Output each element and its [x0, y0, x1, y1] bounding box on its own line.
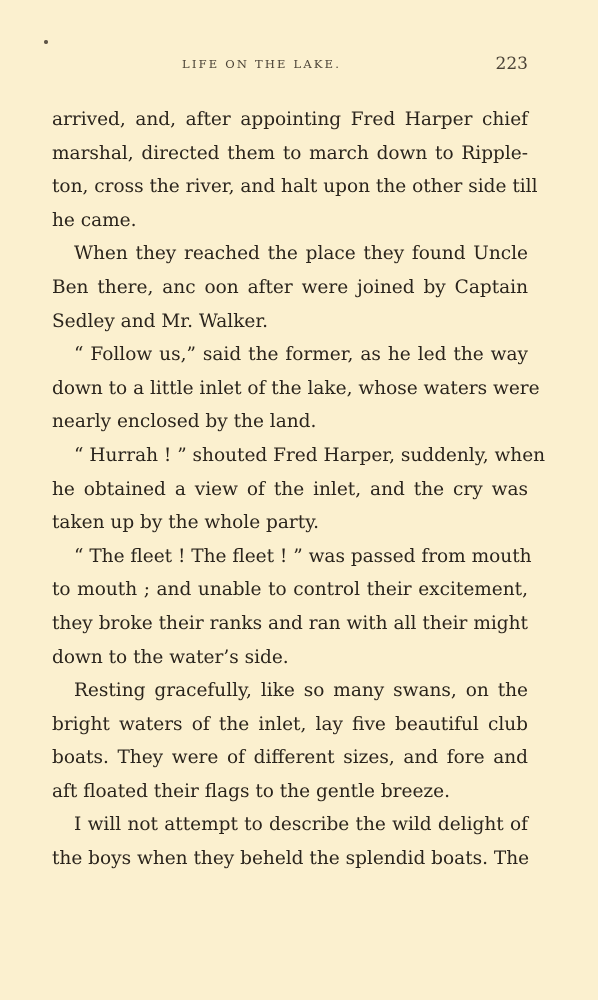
text-line: When they reached the place they found Uncle [74, 243, 528, 265]
paragraph [52, 540, 532, 674]
text-line: “ Follow us,” said the former, as he led the way [74, 344, 528, 366]
text-line: Sedley and Mr. Walker. [52, 310, 269, 332]
paragraph [52, 439, 546, 540]
paragraph [52, 237, 528, 338]
text-line: boats. They were of different sizes, and fore and [52, 747, 528, 769]
text-line: taken up by the whole party. [52, 512, 320, 534]
text-line: Resting gracefully, like so many swans, on the [74, 680, 528, 702]
text-line: aft floated their flags to the gentle breeze. [52, 780, 451, 802]
text-line: I will not attempt to describe the wild delight of [74, 814, 528, 836]
paragraph [52, 674, 528, 808]
running-head: LIFE ON THE LAKE. [182, 57, 342, 71]
text-line: “ The fleet ! The fleet ! ” was passed from mouth [74, 545, 532, 567]
text-line: marshal, directed them to march down to Ripple- [52, 142, 528, 164]
paragraph [52, 103, 538, 237]
text-line: down to the water’s side. [52, 646, 289, 668]
text-line: arrived, and, after appointing Fred Harper chief [52, 109, 528, 130]
text-line: they broke their ranks and ran with all their might [52, 612, 528, 634]
text-line: he obtained a view of the inlet, and the cry was [52, 478, 528, 500]
text-line: bright waters of the inlet, lay five beautiful club [52, 713, 528, 735]
text-line: he came. [52, 209, 137, 231]
body-text [52, 103, 546, 876]
page-header [52, 54, 528, 78]
margin-speck [44, 40, 48, 44]
text-line: nearly enclosed by the land. [52, 411, 317, 433]
text-line: “ Hurrah ! ” shouted Fred Harper, suddenly, when [74, 444, 546, 466]
text-line: the boys when they beheld the splendid boats. The [52, 848, 530, 870]
page-number: 223 [495, 54, 528, 74]
text-line: down to a little inlet of the lake, whose waters were [52, 377, 540, 399]
text-line: Ben there, anc oon after were joined by Captain [52, 276, 528, 298]
paragraph [52, 808, 528, 875]
paragraph [52, 338, 540, 439]
text-line: ton, cross the river, and halt upon the other side till [52, 176, 538, 198]
text-line: to mouth ; and unable to control their excitement, [52, 579, 528, 601]
